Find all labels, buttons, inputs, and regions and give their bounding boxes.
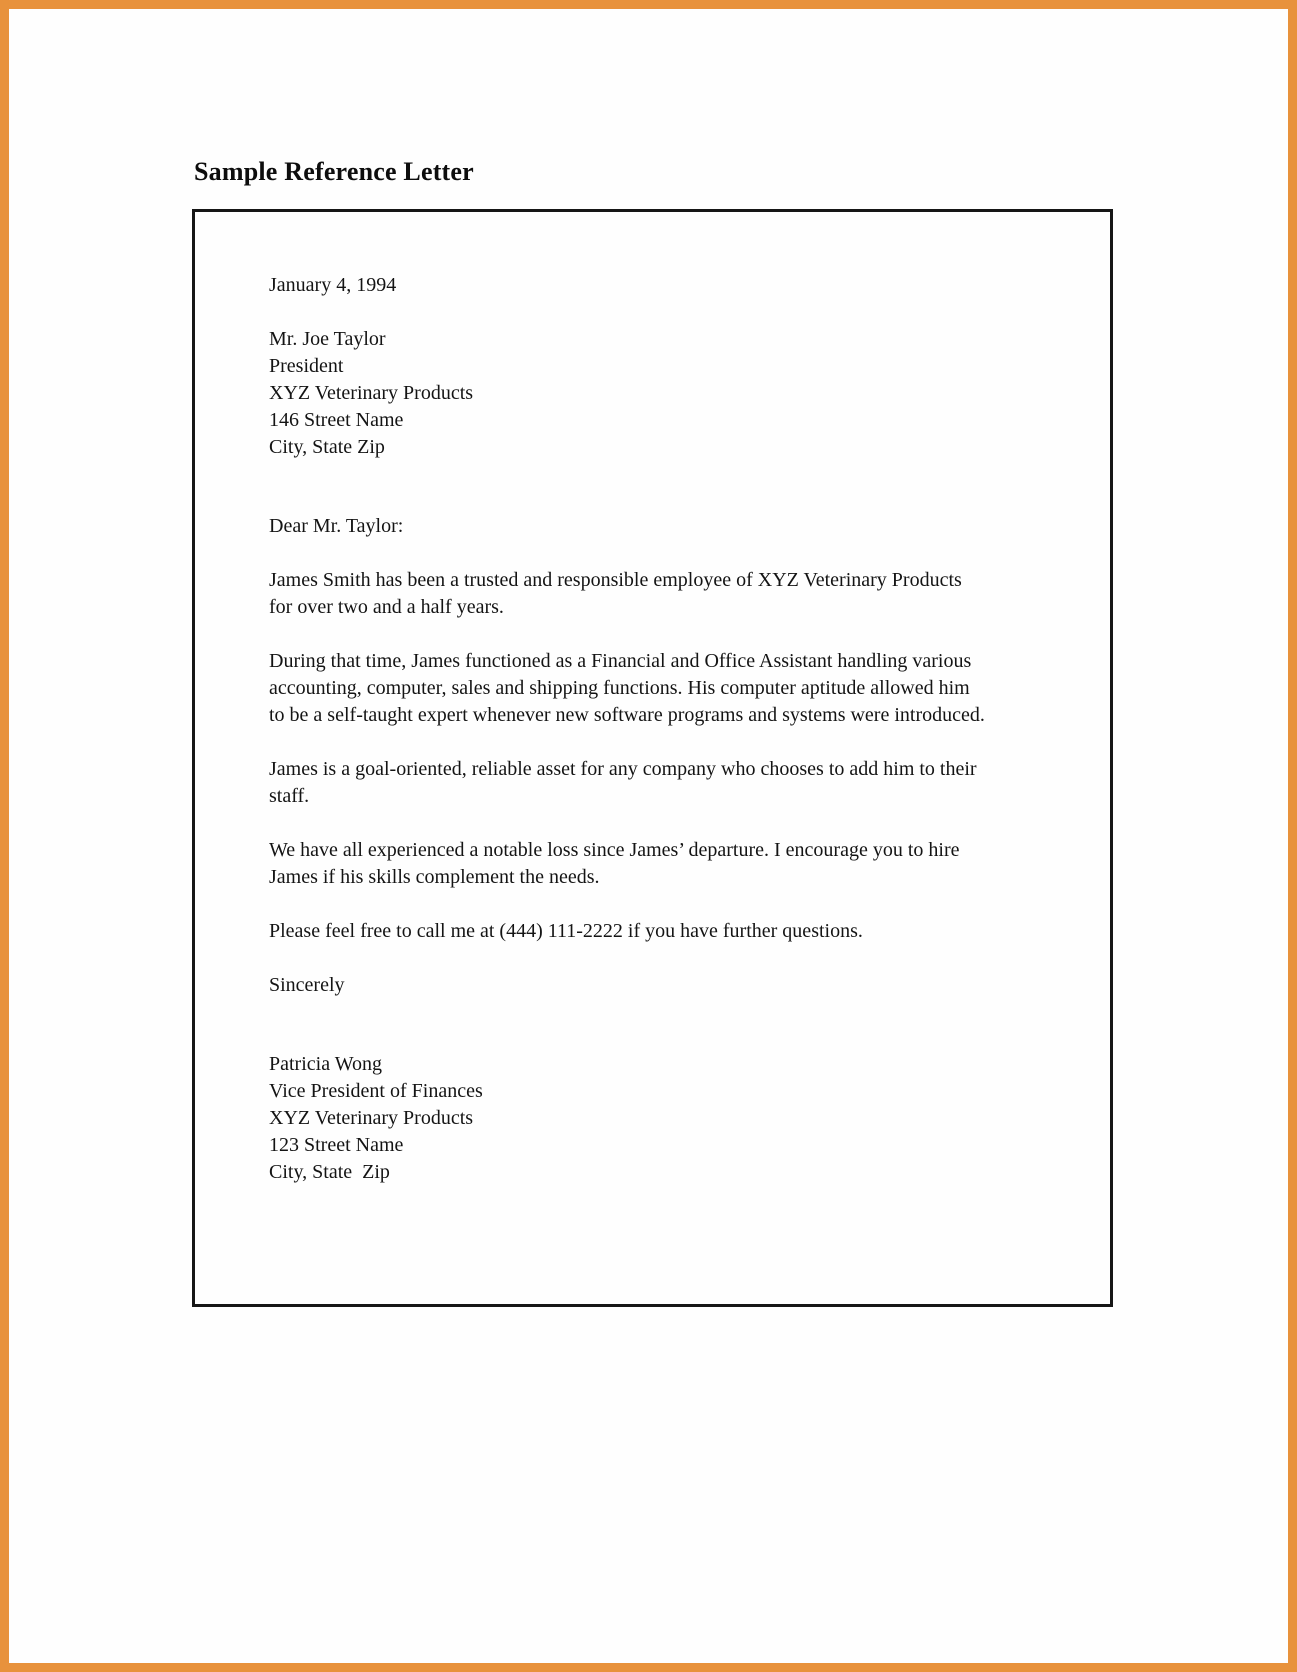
letter-frame — [192, 209, 1113, 1307]
recipient-address-block — [269, 326, 1070, 461]
recipient-street: 146 Street Name — [269, 409, 404, 431]
letter-paragraph-2: During that time, James functioned as a Financial and Office Assistant handling various accounting, computer, sales and shipping functions. His computer aptitude allowed him to be a self-taught expert whenever new software programs and systems were introduced. — [269, 650, 985, 726]
salutation: Dear Mr. Taylor: — [269, 515, 404, 537]
signature-block — [269, 1051, 1070, 1186]
recipient-title: President — [269, 355, 344, 377]
signer-street: 123 Street Name — [269, 1134, 404, 1156]
signer-name: Patricia Wong — [269, 1053, 382, 1075]
document-title: Sample Reference Letter — [194, 157, 474, 186]
signer-company: XYZ Veterinary Products — [269, 1107, 474, 1129]
recipient-city: City, State Zip — [269, 436, 385, 458]
signer-title: Vice President of Finances — [269, 1080, 483, 1102]
letter-date: January 4, 1994 — [269, 274, 397, 296]
signer-city: City, State Zip — [269, 1161, 390, 1183]
recipient-name: Mr. Joe Taylor — [269, 328, 386, 350]
closing: Sincerely — [269, 974, 345, 996]
letter-paragraph-5: Please feel free to call me at (444) 111-2222 if you have further questions. — [269, 920, 863, 942]
letter-paragraph-3: James is a goal-oriented, reliable asset for any company who chooses to add him to their staff. — [269, 758, 977, 807]
letter-paragraph-1: James Smith has been a trusted and responsible employee of XYZ Veterinary Products for over two and a half years. — [269, 569, 962, 618]
letter-paragraph-4: We have all experienced a notable loss since James’ departure. I encourage you to hire James if his skills complement the needs. — [269, 839, 960, 888]
recipient-company: XYZ Veterinary Products — [269, 382, 474, 404]
